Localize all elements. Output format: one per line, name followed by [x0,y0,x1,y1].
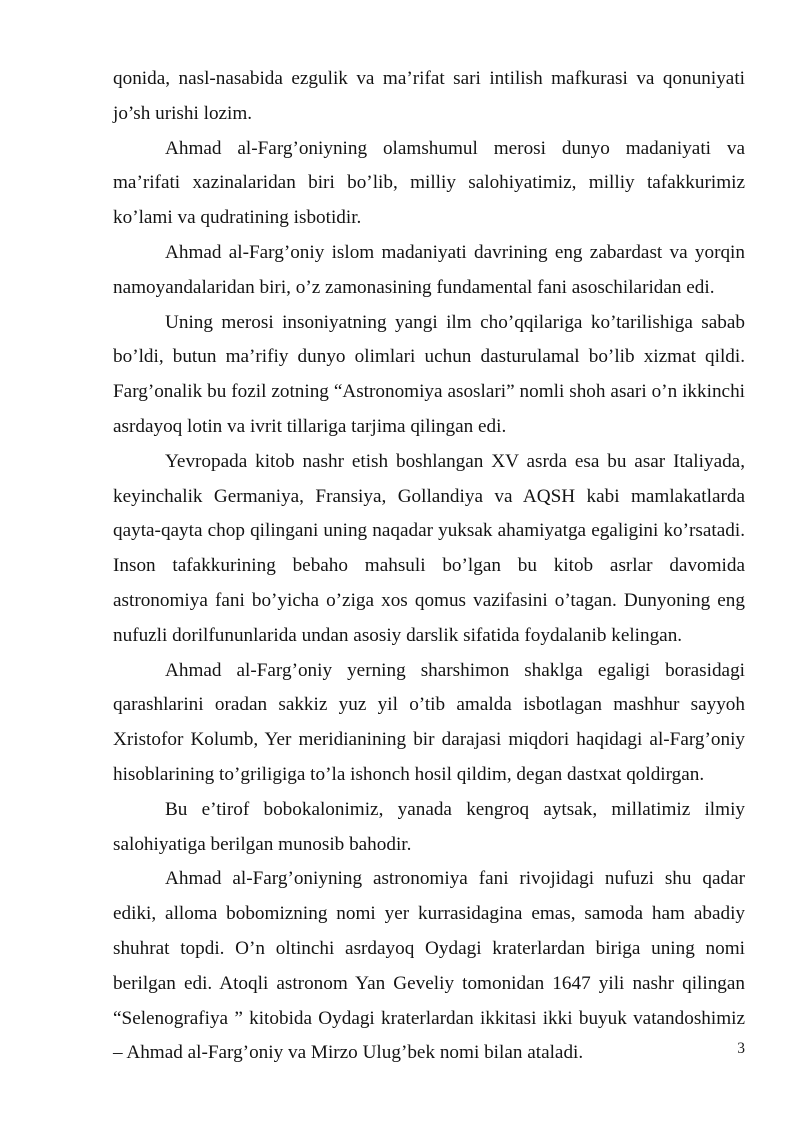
paragraph-3: Ahmad al-Farg’oniy islom madaniyati davrining eng zabardast va yorqin namoyandalaridan biri, o’z zamonasining fundamental fani asoschilaridan edi. [113,241,745,298]
page-number: 3 [737,1040,745,1057]
paragraph-1: qonida, nasl-nasabida ezgulik va ma’rifat sari intilish mafkurasi va qonuniyati jo’sh urishi lozim. [113,68,745,124]
paragraph-8: Ahmad al-Farg’oniyning astronomiya fani rivojidagi nufuzi shu qadar ediki, alloma bobomizning nomi yer kurrasidagina emas, samoda ham abadiy shuhrat topdi. O’n oltinchi asrdayoq Oydagi kraterlardan biriga uning nomi berilgan edi. Atoqli astronom Yan Geveliy tomonidan 1647 yili nashr qilingan “Selenografiya ” kitobida Oydagi kraterlardan ikkitasi ikki buyuk vatandoshimiz – Ahmad al-Farg’oniy va Mirzo Ulug’bek nomi bilan ataladi. [113,868,745,1064]
paragraph-6: Ahmad al-Farg’oniy yerning sharshimon shaklga egaligi borasidagi qarashlarini oradan sakkiz yuz yil o’tib amalda isbotlagan mashhur sayyoh Xristofor Kolumb, Yer meridianining bir darajasi miqdori haqidagi al-Farg’oniy hisoblarining to’griligiga to’la ishonch hosil qildim, degan dastxat qoldirgan. [113,659,745,785]
paragraph-5: Yevropada kitob nashr etish boshlangan XV asrda esa bu asar Italiyada, keyinchalik Germaniya, Fransiya, Gollandiya va AQSH kabi mamlakatlarda qayta-qayta chop qilingani uning naqadar yuksak ahamiyatga egaligini ko’rsatadi. Inson tafakkurining bebaho mahsuli bo’lgan bu kitob asrlar davomida astronomiya fani bo’yicha o’ziga xos qomus vazifasini o’tagan. Dunyoning eng nufuzli dorilfununlarida undan asosiy darslik sifatida foydalanib kelingan. [113,450,745,646]
body-text-column [113,62,745,1071]
paragraph-2: Ahmad al-Farg’oniyning olamshumul merosi dunyo madaniyati va ma’rifati xazinalaridan biri bo’lib, milliy salohiyatimiz, milliy tafakkurimiz ko’lami va qudratining isbotidir. [113,137,745,229]
paragraph-7: Bu e’tirof bobokalonimiz, yanada kengroq aytsak, millatimiz ilmiy salohiyatiga berilgan munosib bahodir. [113,798,745,855]
paragraph-4: Uning merosi insoniyatning yangi ilm cho’qqilariga ko’tarilishiga sabab bo’ldi, butun ma’rifiy dunyo olimlari uchun dasturulamal bo’lib xizmat qildi. Farg’onalik bu fozil zotning “Astronomiya asoslari” nomli shoh asari o’n ikkinchi asrdayoq lotin va ivrit tillariga tarjima qilingan edi. [113,311,745,437]
